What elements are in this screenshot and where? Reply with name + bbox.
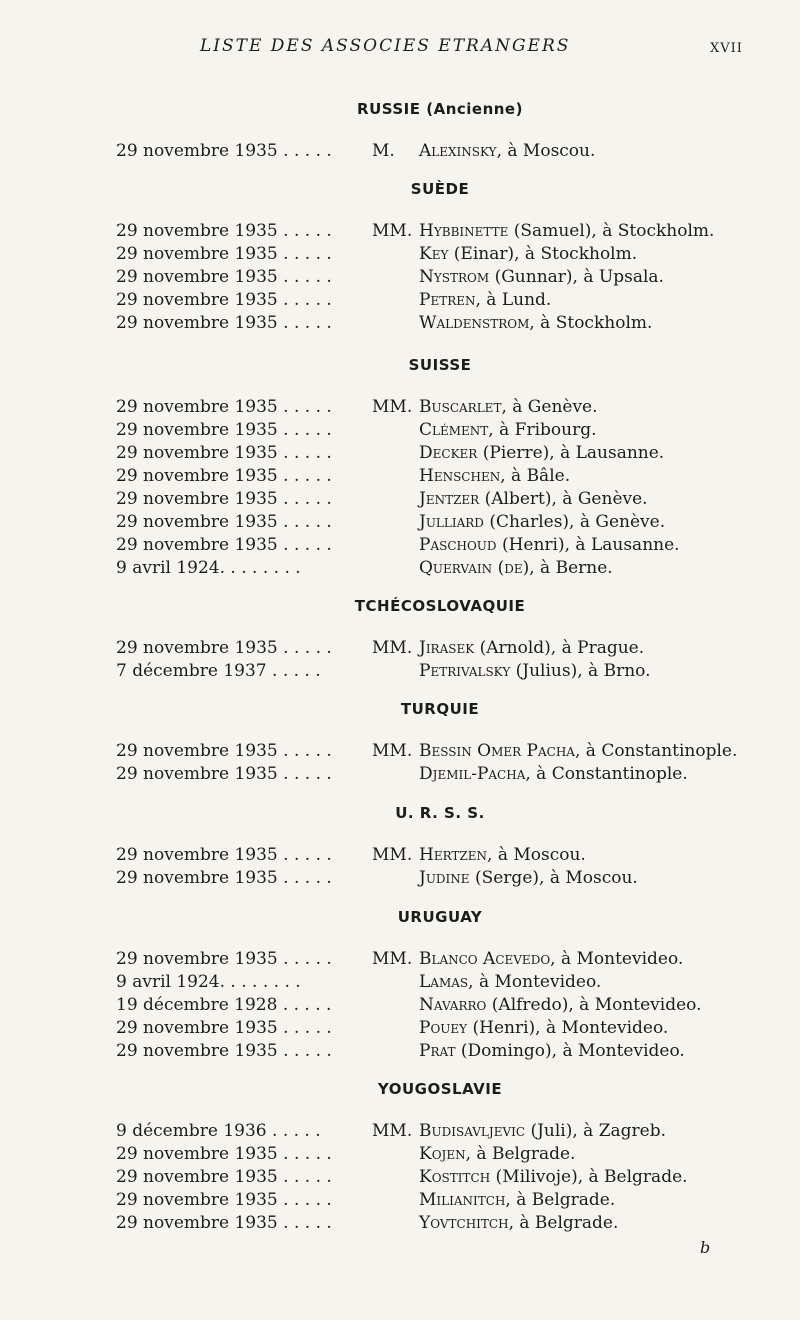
list-item	[0, 289, 800, 311]
election-date: 29 novembre 1935 . . . . .	[116, 535, 332, 555]
member-name: Jirasek	[419, 638, 475, 658]
election-date: 29 novembre 1935 . . . . .	[116, 741, 332, 761]
member-entry	[419, 511, 665, 533]
member-detail: , à Berne.	[529, 558, 613, 578]
member-entry	[419, 844, 586, 866]
election-date: 29 novembre 1935 . . . . .	[116, 1167, 332, 1187]
member-name: Hertzen	[419, 845, 488, 865]
election-date: 9 décembre 1936 . . . . .	[116, 1121, 321, 1141]
country-heading: SUÈDE	[410, 180, 470, 198]
list-item	[0, 1017, 800, 1039]
member-detail: (Henri), à Montevideo.	[467, 1018, 669, 1038]
member-detail: (Domingo), à Montevideo.	[455, 1041, 685, 1061]
list-item	[0, 465, 800, 487]
member-entry	[419, 994, 702, 1016]
member-name: Bessin Omer Pacha	[419, 741, 575, 761]
member-name: Blanco Acevedo	[419, 949, 551, 969]
member-detail: , à Belgrade.	[508, 1213, 619, 1233]
election-date: 29 novembre 1935 . . . . .	[116, 638, 332, 658]
election-date: 29 novembre 1935 . . . . .	[116, 244, 332, 264]
honorific: M.	[372, 141, 395, 161]
member-detail: , à Stockholm.	[529, 313, 653, 333]
country-heading: YOUGOSLAVIE	[377, 1080, 503, 1098]
member-detail: , à Fribourg.	[488, 420, 597, 440]
list-item	[0, 419, 800, 441]
member-name: Navarro	[419, 995, 487, 1015]
member-entry	[419, 419, 596, 441]
member-name: Pouey	[419, 1018, 468, 1038]
member-detail: , à Genève.	[501, 397, 598, 417]
list-item	[0, 660, 800, 682]
country-heading: RUSSIE (Ancienne)	[357, 100, 523, 118]
member-entry	[419, 266, 664, 288]
member-name: Waldenstrom	[419, 313, 530, 333]
member-entry	[419, 140, 595, 162]
member-entry	[419, 660, 650, 682]
election-date: 29 novembre 1935 . . . . .	[116, 1213, 332, 1233]
list-item	[0, 763, 800, 785]
honorific: MM.	[372, 741, 413, 761]
member-detail: (Henri), à Lausanne.	[496, 535, 680, 555]
member-entry	[419, 948, 683, 970]
member-entry	[419, 243, 637, 265]
page-title: LISTE DES ASSOCIES ETRANGERS	[200, 36, 571, 56]
list-item	[0, 1212, 800, 1234]
member-entry	[419, 289, 551, 311]
country-heading: SUISSE	[408, 356, 472, 374]
election-date: 29 novembre 1935 . . . . .	[116, 512, 332, 532]
list-item	[0, 396, 800, 418]
member-detail: , à Constantinople.	[574, 741, 738, 761]
country-heading: TCHÉCOSLOVAQUIE	[354, 597, 526, 615]
member-detail: , à Lund.	[475, 290, 552, 310]
member-entry	[419, 637, 644, 659]
election-date: 29 novembre 1935 . . . . .	[116, 1018, 332, 1038]
member-name: Yovtchitch	[419, 1213, 509, 1233]
election-date: 29 novembre 1935 . . . . .	[116, 221, 332, 241]
member-detail: (Einar), à Stockholm.	[448, 244, 638, 264]
honorific: MM.	[372, 845, 413, 865]
member-name: Key	[419, 244, 449, 264]
member-name: Paschoud	[419, 535, 497, 555]
member-name: Milianitch	[419, 1190, 506, 1210]
list-item	[0, 488, 800, 510]
country-heading: TURQUIE	[400, 700, 480, 718]
member-entry	[419, 1040, 685, 1062]
list-item	[0, 971, 800, 993]
election-date: 29 novembre 1935 . . . . .	[116, 141, 332, 161]
list-item	[0, 948, 800, 970]
election-date: 29 novembre 1935 . . . . .	[116, 764, 332, 784]
member-detail: (Serge), à Moscou.	[469, 868, 638, 888]
member-detail: , à Belgrade.	[465, 1144, 576, 1164]
member-detail: , à Moscou.	[496, 141, 596, 161]
list-item	[0, 243, 800, 265]
election-date: 19 décembre 1928 . . . . .	[116, 995, 332, 1015]
honorific: MM.	[372, 949, 413, 969]
election-date: 9 avril 1924. . . . . . . .	[116, 558, 301, 578]
member-entry	[419, 1017, 668, 1039]
member-detail: (Arnold), à Prague.	[474, 638, 645, 658]
member-name: Clément	[419, 420, 489, 440]
member-name: Hybbinette	[419, 221, 509, 241]
member-detail: (Milivoje), à Belgrade.	[490, 1167, 688, 1187]
member-entry	[419, 312, 652, 334]
member-name: Djemil-Pacha	[419, 764, 526, 784]
list-item	[0, 994, 800, 1016]
election-date: 29 novembre 1935 . . . . .	[116, 420, 332, 440]
election-date: 29 novembre 1935 . . . . .	[116, 1144, 332, 1164]
election-date: 29 novembre 1935 . . . . .	[116, 313, 332, 333]
honorific: MM.	[372, 1121, 413, 1141]
list-item	[0, 1166, 800, 1188]
list-item	[0, 1120, 800, 1142]
list-item	[0, 312, 800, 334]
list-item	[0, 867, 800, 889]
member-entry	[419, 867, 638, 889]
member-name: Buscarlet	[419, 397, 502, 417]
election-date: 7 décembre 1937 . . . . .	[116, 661, 321, 681]
list-item	[0, 844, 800, 866]
election-date: 29 novembre 1935 . . . . .	[116, 397, 332, 417]
member-detail: , à Belgrade.	[505, 1190, 616, 1210]
list-item	[0, 1143, 800, 1165]
election-date: 29 novembre 1935 . . . . .	[116, 1190, 332, 1210]
member-detail: (Charles), à Genève.	[483, 512, 666, 532]
member-detail: (Juli), à Zagreb.	[525, 1121, 667, 1141]
member-name: Petrivalsky	[419, 661, 511, 681]
list-item	[0, 1040, 800, 1062]
member-entry	[419, 1166, 688, 1188]
member-detail: (Albert), à Genève.	[479, 489, 648, 509]
member-entry	[419, 740, 737, 762]
member-entry	[419, 557, 613, 579]
election-date: 9 avril 1924. . . . . . . .	[116, 972, 301, 992]
election-date: 29 novembre 1935 . . . . .	[116, 443, 332, 463]
list-item	[0, 220, 800, 242]
member-name: Julliard	[419, 512, 484, 532]
country-heading: U. R. S. S.	[395, 804, 485, 822]
member-detail: , à Montevideo.	[468, 972, 602, 992]
election-date: 29 novembre 1935 . . . . .	[116, 489, 332, 509]
member-entry	[419, 534, 680, 556]
member-name: Lamas	[419, 972, 469, 992]
member-name: Prat	[419, 1041, 456, 1061]
member-name: Kojen	[419, 1144, 466, 1164]
list-item	[0, 534, 800, 556]
member-detail: (Gunnar), à Upsala.	[489, 267, 664, 287]
election-date: 29 novembre 1935 . . . . .	[116, 949, 332, 969]
member-name: Kostitch	[419, 1167, 491, 1187]
member-name: Petren	[419, 290, 476, 310]
list-item	[0, 511, 800, 533]
member-name: Judine	[419, 868, 470, 888]
member-detail: , à Montevideo.	[550, 949, 684, 969]
member-entry	[419, 396, 598, 418]
member-name: Alexinsky	[419, 141, 497, 161]
member-detail: (Pierre), à Lausanne.	[477, 443, 665, 463]
member-detail: , à Bâle.	[500, 466, 571, 486]
member-detail: (Samuel), à Stockholm.	[508, 221, 715, 241]
member-name: Decker	[419, 443, 478, 463]
list-item	[0, 442, 800, 464]
election-date: 29 novembre 1935 . . . . .	[116, 845, 332, 865]
list-item	[0, 557, 800, 579]
member-entry	[419, 465, 570, 487]
list-item	[0, 637, 800, 659]
list-item	[0, 1189, 800, 1211]
election-date: 29 novembre 1935 . . . . .	[116, 1041, 332, 1061]
list-item	[0, 740, 800, 762]
page-number: XVII	[710, 41, 743, 56]
signature-mark: b	[700, 1238, 711, 1257]
member-name: Nystrom	[419, 267, 490, 287]
list-item	[0, 266, 800, 288]
member-entry	[419, 220, 714, 242]
election-date: 29 novembre 1935 . . . . .	[116, 868, 332, 888]
election-date: 29 novembre 1935 . . . . .	[116, 290, 332, 310]
member-entry	[419, 1143, 575, 1165]
member-name: Jentzer	[419, 489, 480, 509]
member-entry	[419, 488, 648, 510]
election-date: 29 novembre 1935 . . . . .	[116, 267, 332, 287]
member-entry	[419, 1120, 666, 1142]
honorific: MM.	[372, 397, 413, 417]
honorific: MM.	[372, 221, 413, 241]
member-detail: (Alfredo), à Montevideo.	[486, 995, 702, 1015]
member-entry	[419, 1189, 615, 1211]
running-head	[0, 36, 800, 60]
member-entry	[419, 763, 688, 785]
member-name: Henschen	[419, 466, 501, 486]
member-name: Quervain (de)	[419, 558, 530, 578]
honorific: MM.	[372, 638, 413, 658]
member-detail: (Julius), à Brno.	[510, 661, 651, 681]
list-item	[0, 140, 800, 162]
member-entry	[419, 971, 601, 993]
country-heading: URUGUAY	[397, 908, 483, 926]
member-entry	[419, 442, 664, 464]
election-date: 29 novembre 1935 . . . . .	[116, 466, 332, 486]
member-entry	[419, 1212, 618, 1234]
member-detail: , à Moscou.	[487, 845, 586, 865]
member-name: Budisavljevic	[419, 1121, 526, 1141]
member-detail: , à Constantinople.	[525, 764, 688, 784]
